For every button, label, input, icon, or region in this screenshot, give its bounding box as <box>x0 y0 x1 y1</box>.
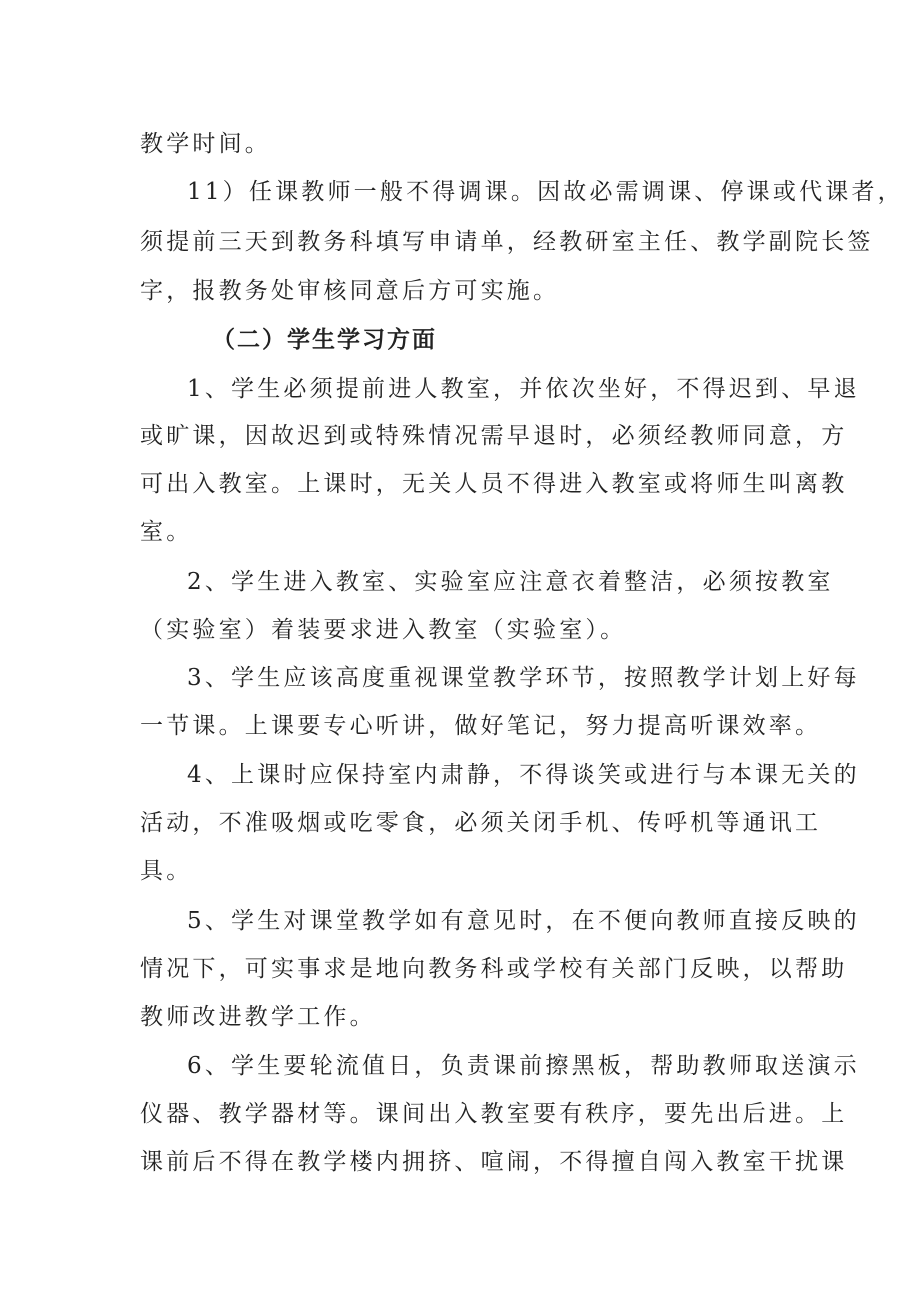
text-line: 活动，不准吸烟或吃零食，必须关闭手机、传呼机等通讯工 <box>140 810 822 836</box>
text-line: 须提前三天到教务科填写申请单，经教研室主任、教学副院长签 <box>140 229 874 255</box>
text-line: 仪器、教学器材等。课间出入教室要有秩序，要先出后进。上 <box>140 1101 848 1127</box>
text-line: 字，报教务处审核同意后方可实施。 <box>140 278 560 304</box>
text-line: 室。 <box>140 519 193 545</box>
text-line: 11）任课教师一般不得调课。因故必需调课、停课或代课者， <box>187 179 904 205</box>
text-line: 6、学生要轮流值日，负责课前擦黑板，帮助教师取送演示 <box>187 1053 860 1079</box>
text-line: （实验室）着装要求进入教室（实验室）。 <box>140 617 627 643</box>
text-line: 5、学生对课堂教学如有意见时，在不便向教师直接反映的 <box>187 908 860 934</box>
text-line: 3、学生应该高度重视课堂教学环节，按照教学计划上好每 <box>187 665 860 691</box>
text-line: 具。 <box>140 858 193 884</box>
text-line: 1、学生必须提前进人教室，并依次坐好，不得迟到、早退 <box>187 376 860 402</box>
text-line: 可出入教室。上课时，无关人员不得进入教室或将师生叫离教 <box>140 471 848 497</box>
text-line: 一节课。上课要专心听讲，做好笔记，努力提高听课效率。 <box>140 713 822 739</box>
section-heading: （二）学生学习方面 <box>212 327 437 353</box>
text-line: 教学时间。 <box>140 131 271 157</box>
text-line: 或旷课，因故迟到或特殊情况需早退时，必须经教师同意，方 <box>140 423 848 449</box>
text-line: 2、学生进入教室、实验室应注意衣着整洁，必须按教室 <box>187 569 834 595</box>
text-line: 课前后不得在教学楼内拥挤、喧闹，不得擅自闯入教室干扰课 <box>140 1149 848 1175</box>
text-line: 教师改进教学工作。 <box>140 1004 376 1030</box>
text-line: 情况下，可实事求是地向教务科或学校有关部门反映，以帮助 <box>140 956 848 982</box>
text-line: 4、上课时应保持室内肃静，不得谈笑或进行与本课无关的 <box>187 762 860 788</box>
